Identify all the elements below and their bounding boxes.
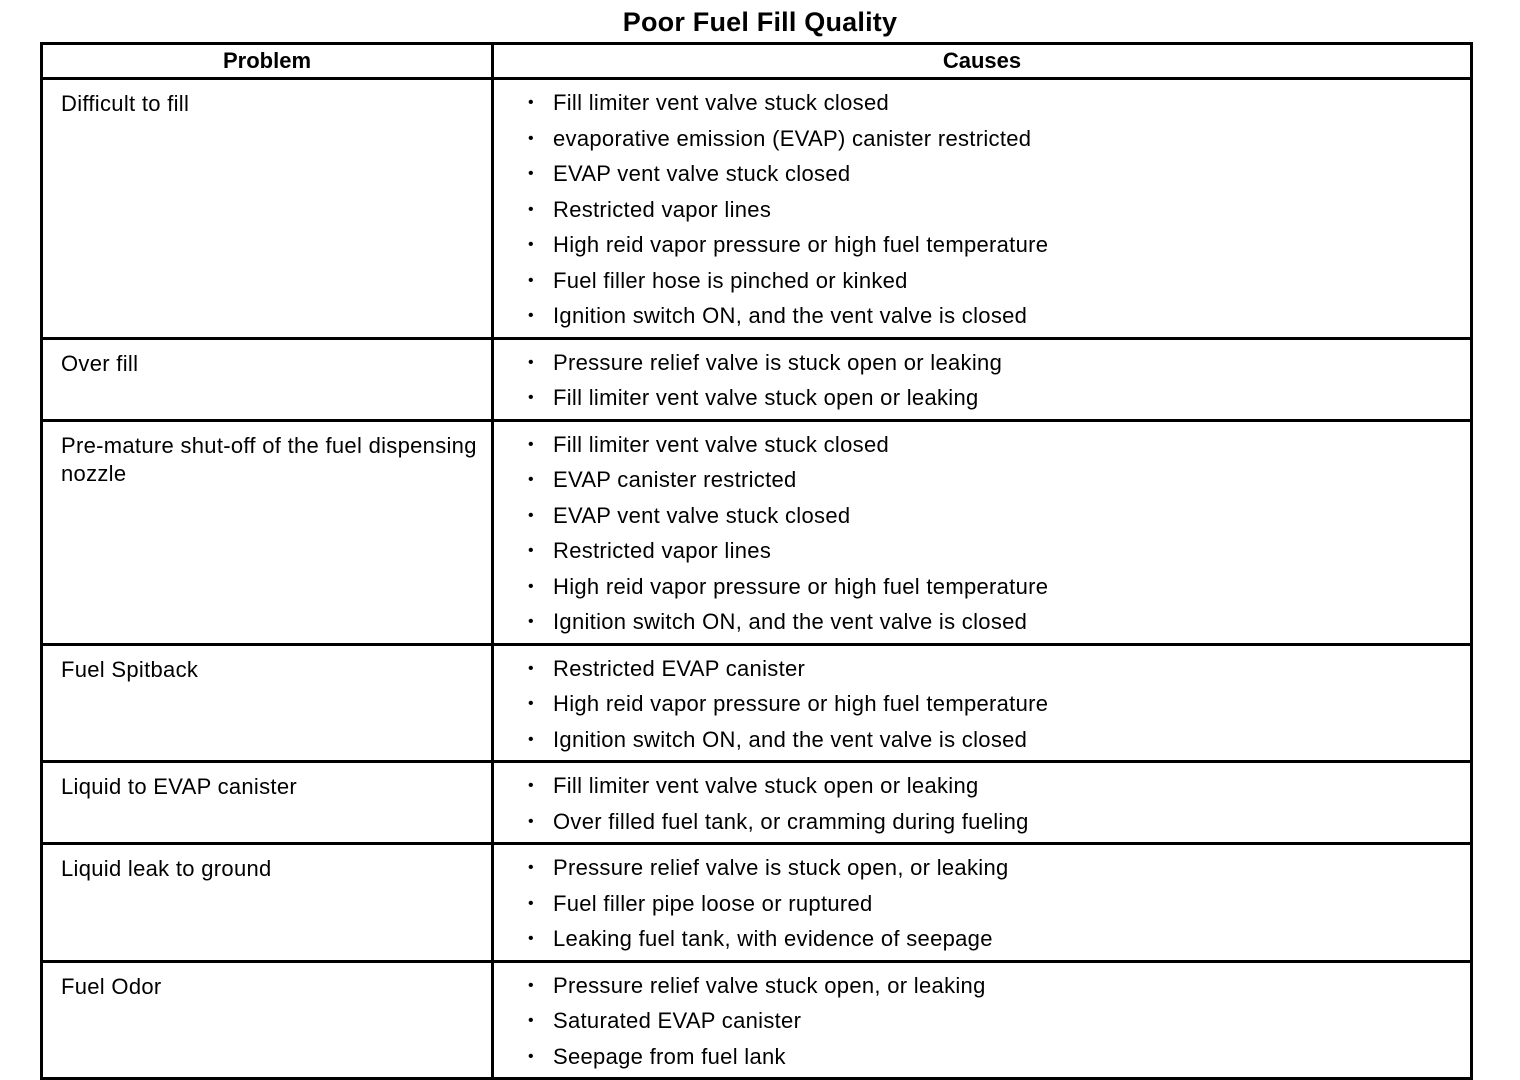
cause-text: Fuel filler hose is pinched or kinked — [553, 267, 908, 293]
header-row — [42, 44, 1472, 79]
bullet-icon: • — [528, 271, 534, 289]
table-row — [42, 420, 1472, 644]
bullet-icon: • — [528, 930, 534, 947]
bullet-icon: • — [528, 812, 534, 830]
bullet-icon: • — [528, 236, 534, 253]
problem-cell — [42, 79, 493, 339]
cause-item — [528, 722, 1470, 758]
cause-item — [528, 156, 1470, 192]
cause-text: Pressure relief valve is stuck open, or leaking — [553, 855, 1009, 880]
cause-item — [528, 569, 1470, 605]
cause-text: Fill limiter vent valve stuck open or leaking — [553, 773, 979, 798]
bullet-icon: • — [528, 353, 534, 371]
bullet-icon: • — [528, 577, 534, 595]
bullet-icon: • — [528, 165, 534, 182]
problem-text: Fuel Spitback — [61, 656, 199, 682]
causes-list — [494, 646, 1470, 761]
cause-item — [528, 298, 1470, 334]
cause-text: Ignition switch ON, and the vent valve is closed — [553, 303, 1028, 328]
bullet-icon: • — [528, 542, 534, 559]
cause-item — [528, 427, 1470, 463]
cause-text: Fill limiter vent valve stuck open or leaking — [553, 385, 979, 410]
problem-text: Liquid to EVAP canister — [61, 774, 297, 799]
bullet-icon: • — [528, 894, 534, 912]
cause-text: Fuel filler pipe loose or ruptured — [553, 890, 873, 916]
causes-list — [494, 963, 1470, 1078]
cause-text: Ignition switch ON, and the vent valve is closed — [553, 609, 1028, 634]
cause-text: Pressure relief valve stuck open, or leaking — [553, 972, 986, 998]
problem-cell — [42, 644, 493, 762]
page-title: Poor Fuel Fill Quality — [622, 7, 898, 37]
cause-text: Over filled fuel tank, or cramming during fueling — [553, 808, 1029, 834]
cause-item — [528, 85, 1470, 121]
problem-text: Pre-mature shut-off of the fuel dispensing nozzle — [61, 432, 477, 486]
cause-item — [528, 533, 1470, 569]
cause-text: EVAP canister restricted — [553, 467, 797, 492]
cause-item — [528, 651, 1470, 687]
bullet-icon: • — [528, 1012, 534, 1029]
causes-column-header: Causes — [493, 44, 1472, 79]
cause-item — [528, 192, 1470, 228]
causes-list — [494, 80, 1470, 337]
cause-item — [528, 804, 1470, 840]
bullet-icon: • — [528, 129, 534, 147]
cause-item — [528, 121, 1470, 157]
problem-cell — [42, 961, 493, 1079]
causes-cell — [493, 338, 1472, 420]
problem-text: Over fill — [61, 350, 139, 376]
causes-list — [494, 422, 1470, 643]
problem-cell — [42, 844, 493, 962]
problem-text: Fuel Odor — [61, 973, 162, 999]
bullet-icon: • — [528, 976, 534, 994]
causes-list — [494, 340, 1470, 419]
cause-item — [528, 768, 1470, 804]
cause-item — [528, 498, 1470, 534]
cause-text: Fill limiter vent valve stuck closed — [553, 431, 890, 457]
cause-text: High reid vapor pressure or high fuel temperature — [553, 691, 1049, 716]
table-header — [42, 44, 1472, 79]
cause-text: High reid vapor pressure or high fuel temperature — [553, 573, 1049, 599]
table-row — [42, 762, 1472, 844]
causes-cell — [493, 420, 1472, 644]
table-row — [42, 644, 1472, 762]
cause-text: Leaking fuel tank, with evidence of seepage — [553, 926, 993, 951]
cause-text: EVAP vent valve stuck closed — [553, 502, 851, 528]
bullet-icon: • — [528, 730, 534, 748]
cause-text: Restricted EVAP canister — [553, 655, 806, 681]
problem-cell — [42, 338, 493, 420]
problem-text: Difficult to fill — [61, 91, 190, 116]
problem-cell — [42, 762, 493, 844]
bullet-icon: • — [528, 471, 534, 488]
causes-list — [494, 845, 1470, 960]
cause-text: Seepage from fuel lank — [553, 1043, 786, 1069]
cause-item — [528, 921, 1470, 957]
problem-cell — [42, 420, 493, 644]
cause-text: Saturated EVAP canister — [553, 1008, 802, 1033]
cause-text: EVAP vent valve stuck closed — [553, 161, 851, 186]
bullet-icon: • — [528, 200, 534, 218]
bullet-icon: • — [528, 695, 534, 712]
causes-list — [494, 763, 1470, 842]
cause-item — [528, 604, 1470, 640]
bullet-icon: • — [528, 435, 534, 453]
bullet-icon: • — [528, 859, 534, 876]
cause-text: Pressure relief valve is stuck open or leaking — [553, 349, 1003, 375]
causes-cell — [493, 961, 1472, 1079]
bullet-icon: • — [528, 389, 534, 406]
bullet-icon: • — [528, 777, 534, 794]
table-row — [42, 79, 1472, 339]
bullet-icon: • — [528, 1047, 534, 1065]
bullet-icon: • — [528, 307, 534, 324]
cause-text: Ignition switch ON, and the vent valve is closed — [553, 726, 1028, 752]
cause-item — [528, 345, 1470, 381]
cause-item — [528, 850, 1470, 886]
cause-text: Fill limiter vent valve stuck closed — [553, 90, 890, 115]
cause-text: Restricted vapor lines — [553, 538, 772, 563]
cause-text: evaporative emission (EVAP) canister restricted — [553, 125, 1032, 151]
problem-text: Liquid leak to ground — [61, 856, 272, 881]
causes-cell — [493, 762, 1472, 844]
cause-text: Restricted vapor lines — [553, 196, 772, 222]
fuel-fill-table — [40, 42, 1473, 1080]
bullet-icon: • — [528, 659, 534, 677]
table-row — [42, 338, 1472, 420]
cause-item — [528, 263, 1470, 299]
table-row — [42, 844, 1472, 962]
bullet-icon: • — [528, 94, 534, 111]
cause-item — [528, 686, 1470, 722]
causes-cell — [493, 644, 1472, 762]
cause-item — [528, 968, 1470, 1004]
table-body — [42, 79, 1472, 1079]
cause-item — [528, 462, 1470, 498]
problem-column-header: Problem — [42, 44, 493, 79]
cause-item — [528, 1003, 1470, 1039]
fuel-fill-table-container — [40, 42, 1473, 1080]
causes-cell — [493, 844, 1472, 962]
cause-item — [528, 886, 1470, 922]
bullet-icon: • — [528, 613, 534, 630]
bullet-icon: • — [528, 506, 534, 524]
cause-item — [528, 380, 1470, 416]
causes-cell — [493, 79, 1472, 339]
cause-item — [528, 227, 1470, 263]
cause-text: High reid vapor pressure or high fuel temperature — [553, 232, 1049, 257]
table-row — [42, 961, 1472, 1079]
